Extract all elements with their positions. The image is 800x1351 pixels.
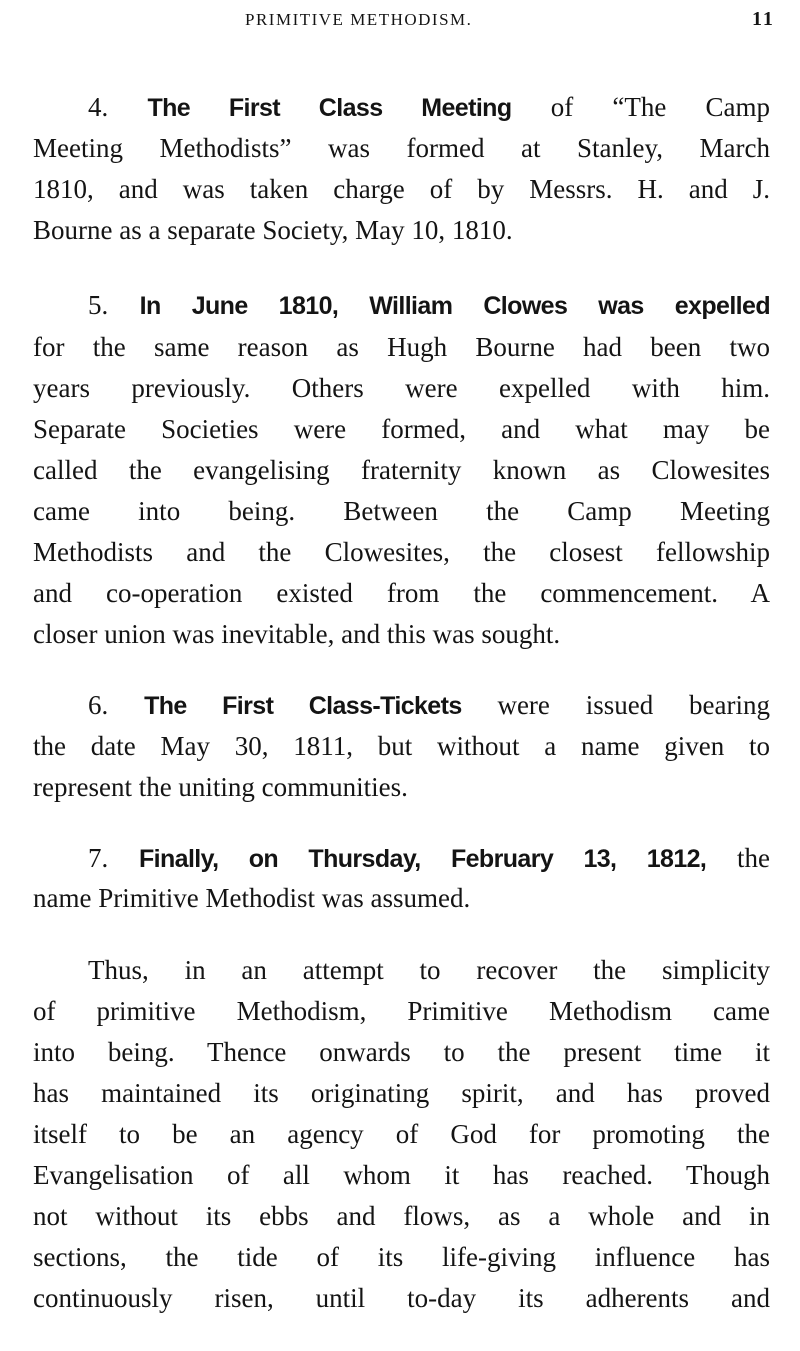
paragraph-5-line — [33, 1240, 770, 1274]
text-run: 1810, and was taken charge of by Messrs. H. and J. — [33, 174, 770, 204]
text-run: years previously. Others were expelled with him. — [33, 373, 770, 403]
paragraph-1-line — [33, 131, 770, 165]
paragraph-2-line — [33, 453, 770, 487]
paragraph-5-line — [88, 953, 770, 987]
text-run: and co-operation existed from the commencement. A — [33, 578, 770, 608]
text-run: has maintained its originating spirit, and has proved — [33, 1078, 770, 1108]
paragraph-2-line — [33, 412, 770, 446]
paragraph-4-line — [88, 841, 770, 876]
paragraph-3-line — [33, 729, 770, 763]
text-run: the — [706, 843, 770, 873]
paragraph-5-line — [33, 994, 770, 1028]
paragraph-1-line — [33, 213, 770, 247]
text-run: Bourne as a separate Society, May 10, 1810. — [33, 215, 513, 245]
text-run: Methodists and the Clowesites, the closest fellowship — [33, 537, 770, 567]
text-run: 7. — [88, 843, 139, 873]
paragraph-5-line — [33, 1158, 770, 1192]
text-run: of primitive Methodism, Primitive Methodism came — [33, 996, 770, 1026]
text-run: Meeting Methodists” was formed at Stanley, March — [33, 133, 770, 163]
paragraph-3-line — [88, 688, 770, 723]
paragraph-1-line — [33, 172, 770, 206]
paragraph-2-line — [33, 617, 770, 651]
text-run: of “The Camp — [511, 92, 770, 122]
paragraph-3-line — [33, 770, 770, 804]
text-run: Thus, in an attempt to recover the simplicity — [88, 955, 770, 985]
running-header — [0, 6, 800, 36]
text-run: sections, the tide of its life-giving influence has — [33, 1242, 770, 1272]
text-run: the date May 30, 1811, but without a name given to — [33, 731, 770, 761]
text-run: Evangelisation of all whom it has reached. Though — [33, 1160, 770, 1190]
text-run: itself to be an agency of God for promoting the — [33, 1119, 770, 1149]
paragraph-2-line — [88, 288, 770, 323]
paragraph-2-line — [33, 535, 770, 569]
paragraph-5-line — [33, 1281, 770, 1315]
paragraph-5-line — [33, 1035, 770, 1069]
text-run: called the evangelising fraternity known as Clowesites — [33, 455, 770, 485]
bold-heading-text: In June 1810, William Clowes was expelled — [139, 292, 770, 320]
text-run: were issued bearing — [461, 690, 770, 720]
paragraph-2-line — [33, 576, 770, 610]
text-run: not without its ebbs and flows, as a whole and in — [33, 1201, 770, 1231]
paragraph-1-line — [88, 90, 770, 125]
paragraph-5-line — [33, 1199, 770, 1233]
text-run: continuously risen, until to-day its adherents and — [33, 1283, 770, 1313]
text-run: 6. — [88, 690, 145, 720]
paragraph-2-line — [33, 494, 770, 528]
text-run: represent the uniting communities. — [33, 772, 408, 802]
paragraph-5-line — [33, 1076, 770, 1110]
bold-heading-text: The First Class Meeting — [147, 94, 512, 122]
text-run: closer union was inevitable, and this was sought. — [33, 619, 561, 649]
text-run: name Primitive Methodist was assumed. — [33, 883, 471, 913]
page-number: 11 — [752, 8, 775, 30]
text-run: came into being. Between the Camp Meeting — [33, 496, 770, 526]
running-title: PRIMITIVE METHODISM. — [245, 10, 473, 29]
text-run: 5. — [88, 290, 140, 320]
paragraph-5-line — [33, 1117, 770, 1151]
text-run: for the same reason as Hugh Bourne had been two — [33, 332, 770, 362]
text-run: Separate Societies were formed, and what may be — [33, 414, 770, 444]
text-run: 4. — [88, 92, 148, 122]
paragraph-2-line — [33, 330, 770, 364]
text-run: into being. Thence onwards to the present time it — [33, 1037, 770, 1067]
bold-heading-text: Finally, on Thursday, February 13, 1812, — [138, 845, 707, 873]
bold-heading-text: The First Class-Tickets — [144, 692, 462, 720]
paragraph-4-line — [33, 881, 770, 915]
paragraph-2-line — [33, 371, 770, 405]
